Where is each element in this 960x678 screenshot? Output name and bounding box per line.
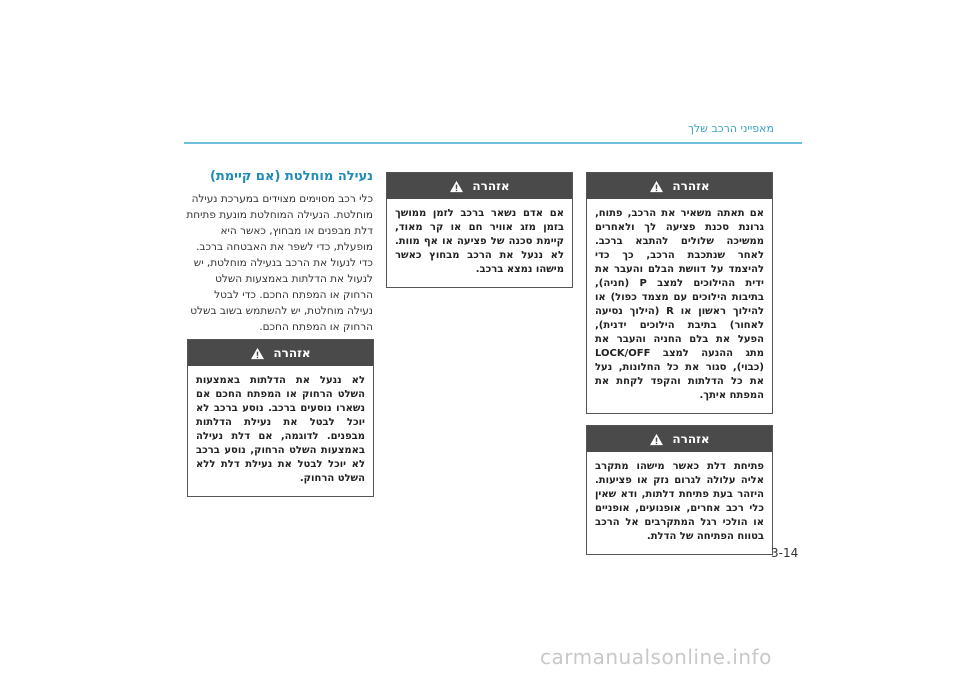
section-title: נעילה מוחלטת (אם קיימת) (209, 169, 373, 184)
warning-text: לא ננעל את הדלתות באמצעות השלט הרחוק או המפתח החכם אם נשארו נוסעים ברכב. נוסע ברכב לא יוכל לבטל את נעילת הדלתות מבפנים. לדוגמה, אם דלת נעילה באמצעות השלט הרחוק, נוסע ברכב לא יוכל לבטל את נעילת דלת ללא השלט הרחוק. (196, 375, 365, 484)
warning-header (387, 173, 572, 199)
watermark: carmanualsonline.info (540, 645, 772, 669)
warning-header (587, 173, 772, 199)
page-number: 3-14 (771, 546, 799, 560)
warning-text: פתיחת דלת כאשר מישהו מתקרב אליה עלולה לגרום נזק או פציעות. היזהר בעת פתיחת דלתות, ודא שאין כלי רכב אחרים, אופנועים, אופניים או הולכי רגל המתקרבים אל הרכב בטווח הפתיחה של הדלת. (595, 461, 764, 542)
warning-heading: אזהרה (672, 179, 710, 193)
warning-heading: אזהרה (273, 346, 311, 360)
warning-text: אם אדם נשאר ברכב לזמן ממושך בזמן מזג אוויר חם או קר מאוד, קיימת סכנה של פציעה או אף מוות. לא ננעל את הרכב מבחוץ כאשר מישהו נמצא ברכב. (395, 208, 564, 275)
warning-heading: אזהרה (472, 179, 510, 193)
warning-box (586, 172, 773, 414)
header-divider (184, 142, 802, 144)
warning-triangle-icon (449, 180, 464, 193)
warning-box (187, 339, 374, 497)
warning-triangle-icon (649, 433, 664, 446)
warning-triangle-icon (250, 347, 265, 360)
header-title: מאפייני הרכב שלך (688, 122, 774, 135)
warning-triangle-icon (649, 180, 664, 193)
section-central-lock (185, 168, 373, 335)
warning-text: אם תאתה משאיר את הרכב, פתוח, גרונת סכנת פציעה לך ולאחרים ממשיכה שלולים להתבא ברכב. לאחר שנתכבת הרכב, כך כדי להיצמד על דוושת הבלם והעבר את ידית ההילוכים למצב P (חניה), בתיבות הילוכים עם מצמד כפול) או להילוך ראשון או R (הילוך נסיעה לאחור) בתיבת הילוכים ידנית), הפעל את בלם החניה והעבר את מתג ההנעה למצב LOCK/OFF (כבוי), סגור את כל החלונות, נעל את כל הדלתות והקפד לקחת את המפתח איתך. (595, 208, 764, 401)
warning-header (587, 426, 772, 452)
warning-heading: אזהרה (672, 432, 710, 446)
section-body: כלי רכב מסוימים מצוידים במערכת נעילה מוחלטת. הנעילה המוחלטת מונעת פתיחת דלת מבפנים או מבחוץ, כאשר היא מופעלת, כדי לשפר את האבטחה ברכב. כדי לנעול את הרכב בנעילה מוחלטת, יש לנעול את הדלתות באמצעות השלט הרחוק או המפתח החכם. כדי לבטל נעילה מוחלטת, יש להשתמש בשוב בשלט הרחוק או המפתח החכם. (186, 193, 373, 333)
warning-box (586, 425, 773, 555)
warning-box (386, 172, 573, 288)
warning-header (188, 340, 373, 366)
